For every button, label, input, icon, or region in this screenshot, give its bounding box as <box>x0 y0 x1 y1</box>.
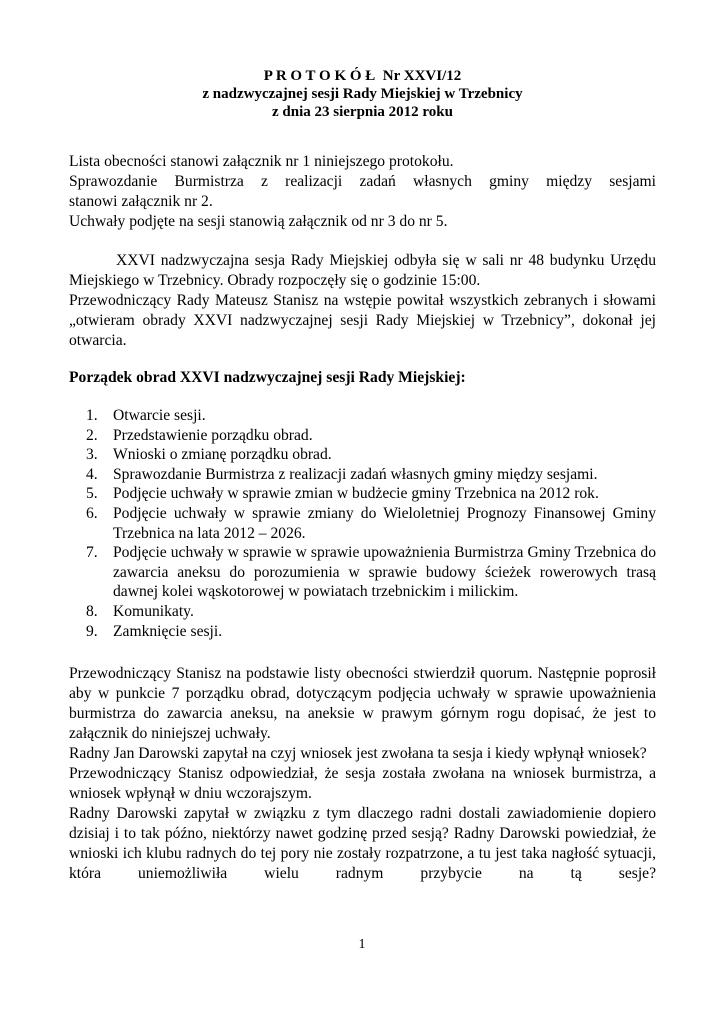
agenda-item-text: Wnioski o zmianę porządku obrad. <box>113 446 332 464</box>
agenda-item-text: Podjęcie uchwały w sprawie zmiany do Wieloletniej Prognozy Finansowej Gminy Trzebnica na lata 2012 – 2026. <box>113 504 656 542</box>
agenda-item-text: Przedstawienie porządku obrad. <box>113 426 313 444</box>
agenda-item-text: Podjęcie uchwały w sprawie w sprawie upoważnienia Burmistrza Gminy Trzebnica do zawarcia aneksu do porozumienia w sprawie budowy ścieżek rowerowych trasą dawnej kolei wąskotorowej w powiatach trzebnickim i milickim. <box>113 544 656 601</box>
agenda-item <box>69 465 656 485</box>
agenda-item <box>69 426 656 446</box>
agenda-list <box>69 406 656 641</box>
agenda-item-text: Podjęcie uchwały w sprawie zmian w budżecie gminy Trzebnica na 2012 rok. <box>113 485 599 503</box>
intro-line-2: Sprawozdanie Burmistrza z realizacji zadań własnych gminy między sesjami <box>69 173 656 190</box>
agenda-item-number: 2. <box>86 426 98 444</box>
agenda-item-text: Zamknięcie sesji. <box>113 622 223 640</box>
body-paragraph-2: Radny Jan Darowski zapytał na czyj wniosek jest zwołana ta sesja i kiedy wpłynął wniosek? <box>69 745 647 763</box>
agenda-item-number: 6. <box>86 504 98 522</box>
opening-paragraph-2: Przewodniczący Rady Mateusz Stanisz na wstępie powitał wszystkich zebranych i słowami „otwieram obrady XXVI nadzwyczajnej sesji Rady Miejskiej w Trzebnicy”, dokonał jej otwarcia. <box>69 292 656 349</box>
opening-paragraph-1: XXVI nadzwyczajna sesja Rady Miejskiej odbyła się w sali nr 48 budynku Urzędu Miejskiego w Trzebnicy. Obrady rozpoczęły się o godzinie 15:00. <box>69 252 656 289</box>
agenda-item-number: 9. <box>86 622 98 640</box>
agenda-item <box>69 543 656 602</box>
agenda-item-number: 4. <box>86 465 98 483</box>
agenda-item-number: 7. <box>86 544 98 562</box>
agenda-item <box>69 445 656 465</box>
agenda-item-text: Otwarcie sesji. <box>113 407 206 424</box>
agenda-item <box>69 484 656 504</box>
intro-line-3: stanowi załącznik nr 2. <box>69 193 213 210</box>
agenda-item-number: 1. <box>86 407 98 424</box>
page-number: 1 <box>358 937 366 952</box>
agenda-item-number: 3. <box>86 446 98 464</box>
body-section <box>69 664 656 884</box>
body-paragraph-4: Radny Darowski zapytał w związku z tym dlaczego radni dostali zawiadomienie dopiero dzisiaj i to tak późno, niektórzy nawet godzinę przed sesją? Radny Darowski powiedział, że wnioski ich klubu radnych do tej pory nie zostały rozpatrzone, a tu jest taka nagłość sytuacji, która uniemożliwiła wielu radnym przybycie na tą sesje? <box>69 805 656 883</box>
agenda-item <box>69 406 656 426</box>
document-page <box>69 67 656 884</box>
agenda-item-text: Sprawozdanie Burmistrza z realizacji zadań własnych gminy między sesjami. <box>113 465 598 483</box>
agenda-item <box>69 602 656 622</box>
agenda-item-text: Komunikaty. <box>113 602 194 620</box>
intro-section <box>69 152 656 232</box>
body-paragraph-3: Przewodniczący Stanisz odpowiedział, że sesja została zwołana na wniosek burmistrza, a wniosek wpłynął w dniu wczorajszym. <box>69 765 656 803</box>
title-line-1: P R O T O K Ó Ł Nr XXVI/12 <box>263 68 462 84</box>
agenda-item <box>69 622 656 642</box>
title-line-3: z dnia 23 sierpnia 2012 roku <box>271 104 453 120</box>
agenda-item <box>69 504 656 543</box>
document-title <box>69 67 656 121</box>
intro-line-4: Uchwały podjęte na sesji stanowią załącznik od nr 3 do nr 5. <box>69 213 448 230</box>
agenda-item-number: 8. <box>86 602 98 620</box>
body-paragraph-1: Przewodniczący Stanisz na podstawie listy obecności stwierdził quorum. Następnie poprosił aby w punkcie 7 porządku obrad, dotyczącym podjęcia uchwały w sprawie upoważnienia burmistrza do zawarcia aneksu, na aneksie w prawym górnym rogu dopisać, że jest to załącznik do niniejszej uchwały. <box>69 665 656 743</box>
intro-line-1: Lista obecności stanowi załącznik nr 1 niniejszego protokołu. <box>69 153 454 170</box>
agenda-item-number: 5. <box>86 485 98 503</box>
title-line-2: z nadzwyczajnej sesji Rady Miejskiej w Trzebnicy <box>202 86 523 102</box>
agenda-heading: Porządek obrad XXVI nadzwyczajnej sesji Rady Miejskiej: <box>69 369 466 386</box>
